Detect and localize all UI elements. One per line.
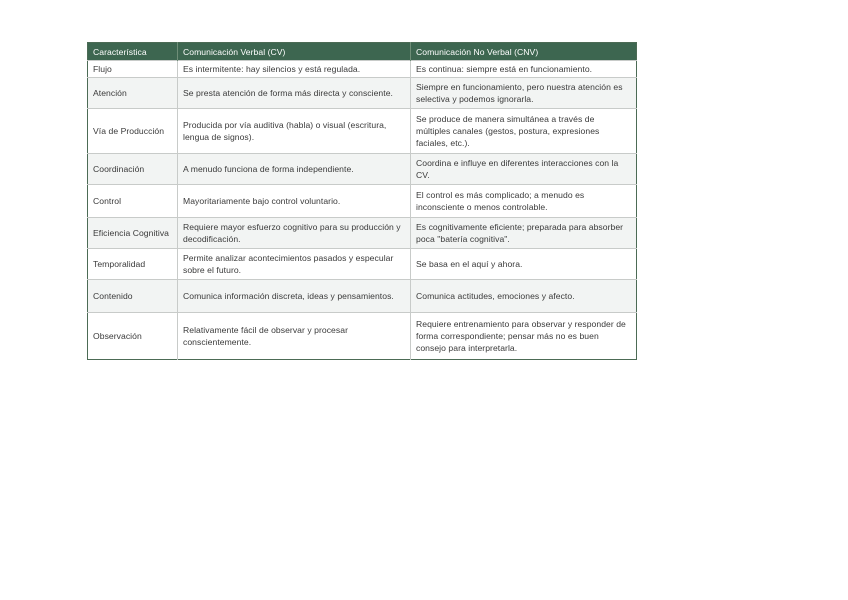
row-nonverbal: Siempre en funcionamiento, pero nuestra atención es selectiva y podemos ignorarla. [411,78,637,109]
row-feature: Flujo [88,61,178,78]
table-row [88,218,637,249]
row-feature: Control [88,185,178,218]
table-row [88,78,637,109]
row-feature: Vía de Producción [88,109,178,154]
table-row [88,61,637,78]
table-row [88,280,637,313]
header-nonverbal: Comunicación No Verbal (CNV) [411,43,637,61]
row-verbal: Permite analizar acontecimientos pasados y especular sobre el futuro. [178,249,411,280]
row-nonverbal: El control es más complicado; a menudo es inconsciente o menos controlable. [411,185,637,218]
row-verbal: Es intermitente: hay silencios y está regulada. [178,61,411,78]
table-header-row [88,43,637,61]
row-feature: Eficiencia Cognitiva [88,218,178,249]
row-feature: Coordinación [88,154,178,185]
row-verbal: Se presta atención de forma más directa y consciente. [178,78,411,109]
row-feature: Temporalidad [88,249,178,280]
row-verbal: Mayoritariamente bajo control voluntario. [178,185,411,218]
comparison-table [87,42,637,360]
row-nonverbal: Se produce de manera simultánea a través de múltiples canales (gestos, postura, expresiones faciales, etc.). [411,109,637,154]
table-row [88,185,637,218]
table-row [88,249,637,280]
row-nonverbal: Es continua: siempre está en funcionamiento. [411,61,637,78]
row-verbal: Requiere mayor esfuerzo cognitivo para su producción y decodificación. [178,218,411,249]
row-verbal: A menudo funciona de forma independiente. [178,154,411,185]
row-feature: Observación [88,313,178,360]
row-feature: Atención [88,78,178,109]
row-feature: Contenido [88,280,178,313]
header-feature: Característica [88,43,178,61]
table-row [88,109,637,154]
row-verbal: Relativamente fácil de observar y procesar conscientemente. [178,313,411,360]
table-row [88,313,637,360]
row-nonverbal: Se basa en el aquí y ahora. [411,249,637,280]
header-verbal: Comunicación Verbal (CV) [178,43,411,61]
row-nonverbal: Es cognitivamente eficiente; preparada para absorber poca "batería cognitiva". [411,218,637,249]
row-verbal: Producida por vía auditiva (habla) o visual (escritura, lengua de signos). [178,109,411,154]
row-nonverbal: Coordina e influye en diferentes interacciones con la CV. [411,154,637,185]
row-nonverbal: Comunica actitudes, emociones y afecto. [411,280,637,313]
table-row [88,154,637,185]
row-verbal: Comunica información discreta, ideas y pensamientos. [178,280,411,313]
row-nonverbal: Requiere entrenamiento para observar y responder de forma correspondiente; pensar más no es buen consejo para interpretarla. [411,313,637,360]
